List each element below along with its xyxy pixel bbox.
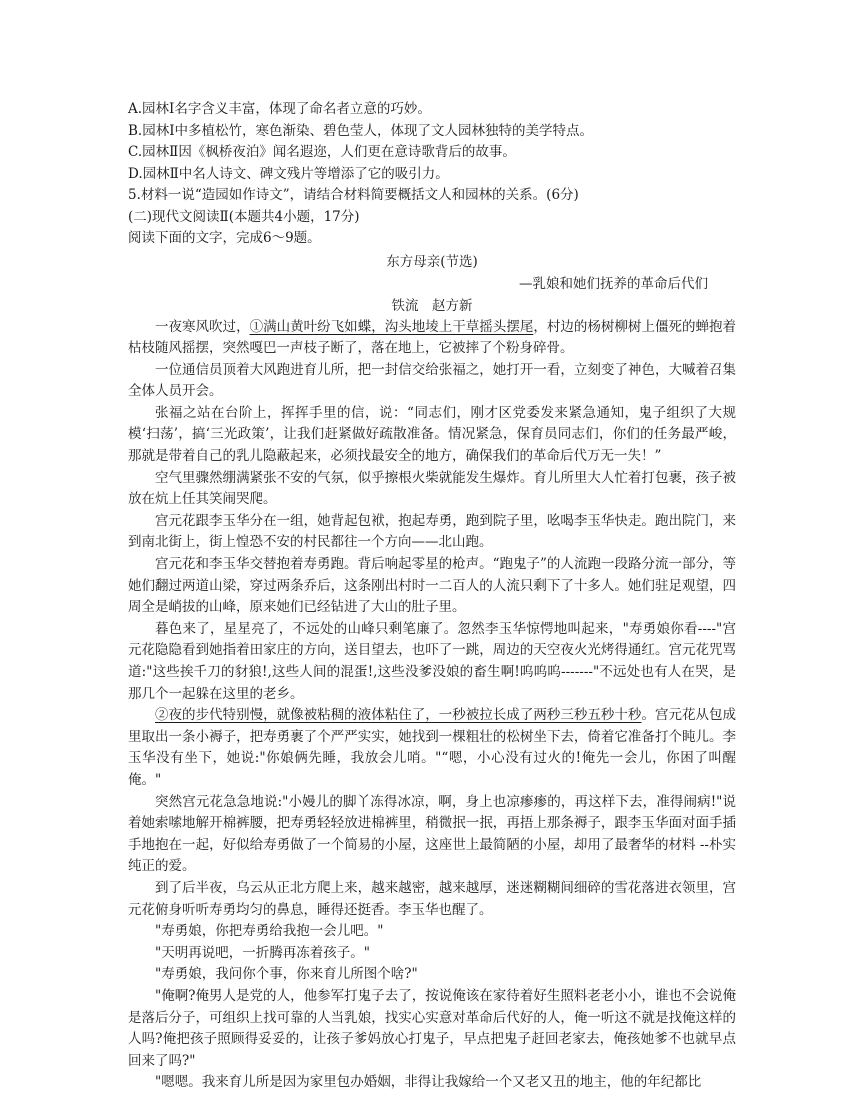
paragraph-10: 到了后半夜，乌云从正北方爬上来，越来越密，越来越厚，迷迷糊糊间细碎的雪花落进衣领里，宫元花俯身听听寿勇均匀的鼻息，睡得还挺香。李玉华也醒了。 — [128, 879, 736, 918]
paragraph-9: 突然宫元花急急地说:"小嫚儿的脚丫冻得冰凉，啊，身上也凉瘆瘆的，再这样下去，准得闹病!"说着她索嗦地解开棉裤腰，把寿勇轻轻放进棉裤里，稍微抿一抿，再捂上那条褥子，跟李玉华面对面手插手地抱在一起，好似给寿勇做了一个简易的小屋，这座世上最简陋的小屋，却用了最奢华的材料 --朴实纯正的爱。 — [128, 793, 736, 875]
article-subtitle: —乳娘和她们抚养的革命后代们 — [519, 275, 708, 292]
underlined-sentence-1: ①满山黄叶纷飞如蝶，沟头地堎上干草摇头摆尾 — [249, 318, 534, 335]
dialogue-5: "嗯嗯。我来育儿所是因为家里包办婚姻，非得让我嫁给一个又老又丑的地主，他的年纪都比 — [155, 1074, 702, 1091]
option-d: D.园林Ⅱ中名人诗文、碑文残片等增添了它的吸引力。 — [128, 165, 449, 182]
option-a: A.园林Ⅰ名字含义丰富，体现了命名者立意的巧妙。 — [128, 101, 431, 117]
paragraph-1 — [128, 317, 736, 360]
section-heading: (二)现代文阅读Ⅱ(本题共4小题，17分) — [128, 208, 360, 225]
option-b: B.园林Ⅰ中多植松竹，寒色渐染、碧色莹人，体现了文人园林独特的美学特点。 — [128, 122, 594, 139]
article-title: 东方母亲(节选) — [386, 253, 478, 270]
paragraph-5: 宫元花跟李玉华分在一组，她背起包袱，抱起寿勇，跑到院子里，吆喝李玉华快走。跑出院门，来到南北街上，街上惶恐不安的村民都往一个方向——北山跑。 — [128, 512, 736, 551]
dialogue-1: "寿勇娘，你把寿勇给我抱一会儿吧。" — [155, 923, 384, 940]
question-5: 5.材料一说“造园如作诗文”，请结合材料简要概括文人和园林的关系。(6分) — [128, 187, 579, 203]
dialogue-2: "天明再说吧，一折腾再冻着孩子。" — [155, 944, 370, 961]
dialogue-3: "寿勇娘，我问你个事，你来育儿所图个啥?" — [155, 966, 418, 983]
option-c: C.园林Ⅱ因《枫桥夜泊》闻名遐迩，人们更在意诗歌背后的故事。 — [128, 144, 516, 160]
paragraph-4: 空气里骤然绷满紧张不安的气氛，似乎擦根火柴就能发生爆炸。育儿所里大人忙着打包裹，孩子被放在炕上任其笑闹哭爬。 — [128, 469, 736, 508]
paragraph-3: 张福之站在台阶上，挥挥手里的信，说：“同志们，刚才区党委发来紧急通知，鬼子组织了大规模‘扫荡’，搞‘三光政策’，让我们赶紧做好疏散准备。情况紧急，保育员同志们，你们的任务最严峻，那就是带着自己的乳儿隐蔽起来，必须找最安全的地方，确保我们的革命后代万无一失！” — [128, 404, 736, 465]
paragraph-1-rest: ，村边的杨树柳树上僵死的蝉抱着枯枝随风摇摆，突然嘎巴一声枝子断了，落在地上，它被摔了个粉身碎骨。 — [128, 318, 737, 357]
underlined-sentence-2: ②夜的步代特别慢，就像被粘稠的液体粘住了，一秒被拉长成了两秒三秒五秒十秒 — [155, 707, 642, 724]
paragraph-2: 一位通信员顶着大风跑进育儿所，把一封信交给张福之，她打开一看，立刻变了神色，大喊着召集全体人员开会。 — [128, 361, 736, 400]
paragraph-6: 宫元花和李玉华交替抱着寿勇跑。背后响起零星的枪声。“跑鬼子”的人流跑一段路分流一部分，等她们翻过两道山梁，穿过两条乔后，这条刚出村时一二百人的人流只剩下了十多人。她们驻足观望，四周全是峭拔的山峰，原来她们已经钻进了大山的肚子里。 — [128, 556, 736, 616]
article-authors: 铁流 赵方新 — [391, 297, 473, 314]
paragraph-8 — [128, 705, 736, 791]
paragraph-8-rest: 。宫元花从包成里取出一条小褥子，把寿勇裹了个严严实实，她找到一棵粗壮的松树坐下去，倚着它准备打个盹儿。李玉华没有坐下，她说:"你娘俩先睡，我放会儿哨。"“嗯，小心没有过火的!俺先一会儿，你困了叫醒俺。" — [128, 707, 737, 788]
document-content — [128, 99, 736, 1094]
paragraph-7: 暮色来了，星星亮了，不远处的山峰只剩笔廉了。忽然李玉华惊愕地叫起来，"寿勇娘你看----"宫元花隐隐看到她指着田家庄的方向，送目望去，也吓了一跳，周边的天空夜火光烤得通红。宫元花咒骂道:"这些挨千刀的豺狼!,这些人间的混蛋!,这些没爹没娘的畜生啊!呜呜呜-------"不远处也有人在哭，是那几个一起躲在这里的老乡。 — [128, 620, 736, 702]
dialogue-4: "俺啊?俺男人是党的人，他参军打鬼子去了，按说俺该在家待着好生照料老老小小，谁也不会说俺是落后分子，可组织上找可靠的人当乳娘，找实心实意对革命后代好的人，俺一听这不就是找俺这样的人吗?俺把孩子照顾得妥妥的，让孩子爹妈放心打鬼子，早点把鬼子赶回老家去，俺孩她爹不也就早点回来了吗?" — [128, 987, 736, 1069]
paragraph-1-lead: 一夜寒风吹过， — [155, 318, 250, 335]
reading-instruction: 阅读下面的文字，完成6～9题。 — [128, 230, 321, 246]
